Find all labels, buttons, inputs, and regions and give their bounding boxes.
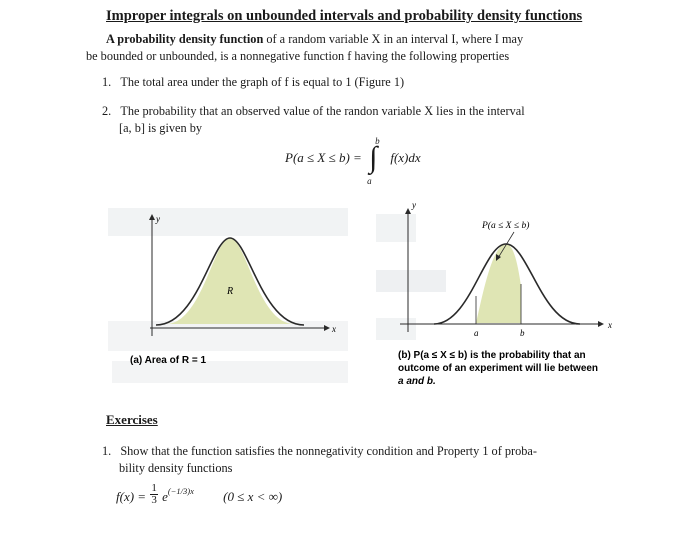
fraction-denominator: 3 bbox=[151, 494, 157, 506]
figure-b-faded-band-bottom bbox=[376, 318, 416, 340]
integral-lower-limit: a bbox=[367, 176, 372, 186]
figure-b-caption-line-2: outcome of an experiment will lie between bbox=[398, 363, 599, 374]
formula-lhs: P(a ≤ X ≤ b) = bbox=[285, 150, 362, 165]
property-2 bbox=[102, 103, 525, 120]
figure-a-x-label: x bbox=[332, 324, 336, 334]
figure-b-y-label: y bbox=[412, 200, 416, 210]
intro-line-1-rest: of a random variable X in an interval I, where I may bbox=[263, 32, 524, 46]
exercise-1-line-2: bility density functions bbox=[119, 461, 233, 475]
figure-b-caption-line-1: (b) P(a ≤ X ≤ b) is the probability that an bbox=[398, 350, 586, 361]
figure-a-faded-band-bottom bbox=[108, 321, 348, 351]
integral-upper-limit: b bbox=[375, 136, 380, 146]
property-2-text-line-2: [a, b] is given by bbox=[119, 121, 202, 135]
exercise-1 bbox=[102, 443, 537, 460]
figure-b-tick-b: b bbox=[520, 328, 525, 338]
figure-a-region-label: R bbox=[227, 286, 234, 297]
exercise-1-line-1: Show that the function satisfies the nonnegativity condition and Property 1 of proba- bbox=[120, 444, 537, 458]
figure-b-tick-a: a bbox=[474, 328, 479, 338]
fraction-numerator: 1 bbox=[151, 482, 157, 494]
figure-b-annotation: P(a ≤ X ≤ b) bbox=[482, 221, 530, 231]
page-title: Improper integrals on unbounded intervals and probability density functions bbox=[106, 8, 583, 24]
intro-bold-term: A probability density function bbox=[106, 32, 264, 46]
exercise-1-function bbox=[116, 483, 282, 506]
figure-b-x-label: x bbox=[608, 320, 612, 330]
integral-sign bbox=[365, 136, 387, 186]
property-1-text: The total area under the graph of f is equal to 1 (Figure 1) bbox=[120, 75, 405, 89]
exercise-domain: (0 ≤ x < ∞) bbox=[223, 489, 283, 504]
figure-b-caption-line-3: a and b. bbox=[398, 376, 436, 387]
property-2-text-line-1: The probability that an observed value of the randon variable X lies in the interval bbox=[120, 104, 525, 118]
property-1-number: 1. bbox=[102, 75, 112, 89]
integral-symbol: ∫ bbox=[369, 141, 378, 174]
figure-a-y-label: y bbox=[156, 214, 160, 224]
formula-integrand: f(x)dx bbox=[390, 150, 421, 165]
exercise-fraction bbox=[150, 483, 158, 506]
intro-line-2: be bounded or unbounded, is a nonnegative function f having the following properties bbox=[86, 49, 510, 63]
probability-formula bbox=[285, 136, 421, 186]
exercise-function-lhs: f(x) = bbox=[116, 489, 147, 504]
exercises-heading: Exercises bbox=[106, 412, 158, 427]
property-1 bbox=[102, 74, 404, 91]
exponential-exponent: (−1/3)x bbox=[167, 486, 194, 496]
intro-line-1 bbox=[106, 31, 523, 48]
figure-a-faded-band-top bbox=[108, 208, 348, 236]
exponential-base: e bbox=[162, 489, 168, 504]
exercise-1-number: 1. bbox=[102, 444, 112, 458]
figure-a-caption: (a) Area of R = 1 bbox=[130, 355, 207, 366]
property-2-number: 2. bbox=[102, 104, 112, 118]
figure-b-faded-band-top bbox=[376, 214, 416, 242]
figure-b-probability-graph bbox=[374, 196, 644, 396]
figure-b-faded-band-mid bbox=[376, 270, 446, 292]
figure-a-area-graph bbox=[106, 196, 356, 386]
